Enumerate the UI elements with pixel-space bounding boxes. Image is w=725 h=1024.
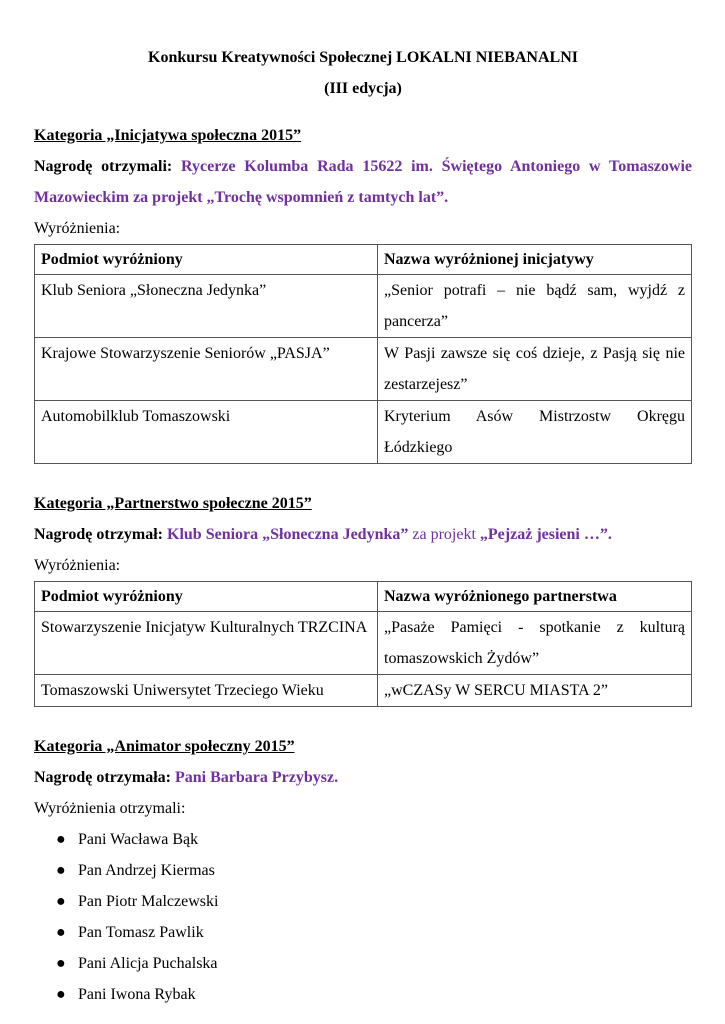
award-winner: Klub Seniora „Słoneczna Jedynka” bbox=[167, 526, 409, 543]
award-initiative bbox=[34, 151, 692, 213]
list-item bbox=[56, 948, 692, 979]
list-item-label: Pani Iwona Rybak bbox=[78, 986, 196, 1003]
bullet-icon: ● bbox=[56, 831, 66, 848]
document-edition: (III edycja) bbox=[324, 80, 402, 97]
list-item-label: Pan Andrzej Kiermas bbox=[78, 862, 215, 879]
document-page bbox=[34, 42, 692, 1010]
award-animator bbox=[34, 762, 692, 793]
bullet-icon: ● bbox=[56, 862, 66, 879]
bullet-icon: ● bbox=[56, 955, 66, 972]
category-title-partnership: Kategoria „Partnerstwo społeczne 2015” bbox=[34, 495, 312, 512]
category-title-animator: Kategoria „Animator społeczny 2015” bbox=[34, 738, 295, 755]
table-cell: Kryterium Asów Mistrzostw Okręgu Łódzkiego bbox=[378, 401, 692, 464]
list-item-label: Pan Tomasz Pawlik bbox=[78, 924, 204, 941]
distinctions-list bbox=[34, 824, 692, 1010]
list-item-label: Pani Wacława Bąk bbox=[78, 831, 199, 848]
table-header-row bbox=[35, 245, 692, 275]
list-item-label: Pan Piotr Malczewski bbox=[78, 893, 219, 910]
table-cell: Automobilklub Tomaszowski bbox=[35, 401, 378, 464]
list-item bbox=[56, 886, 692, 917]
table-cell: „Pasaże Pamięci - spotkanie z kulturą tomaszowskich Żydów” bbox=[378, 612, 692, 675]
table-header: Nazwa wyróżnionej inicjatywy bbox=[378, 245, 692, 275]
table-row bbox=[35, 401, 692, 464]
table-cell: „Senior potrafi – nie bądź sam, wyjdź z pancerza” bbox=[378, 275, 692, 338]
distinctions-label: Wyróżnienia: bbox=[34, 220, 121, 237]
bullet-icon: ● bbox=[56, 986, 66, 1003]
distinctions-label: Wyróżnienia otrzymali: bbox=[34, 800, 186, 817]
table-header: Podmiot wyróżniony bbox=[35, 245, 378, 275]
table-cell: Stowarzyszenie Inicjatyw Kulturalnych TRZCINA bbox=[35, 612, 378, 675]
table-row bbox=[35, 675, 692, 707]
award-connector: za projekt bbox=[408, 526, 480, 543]
table-row bbox=[35, 612, 692, 675]
table-cell: „wCZASy W SERCU MIASTA 2” bbox=[378, 675, 692, 707]
distinctions-table-initiative bbox=[34, 244, 692, 464]
award-project: „Pejzaż jesieni …”. bbox=[479, 526, 612, 543]
list-item bbox=[56, 917, 692, 948]
document-title: Konkursu Kreatywności Społecznej LOKALNI NIEBANALNI bbox=[148, 49, 578, 66]
list-item bbox=[56, 979, 692, 1010]
award-label: Nagrodę otrzymała: bbox=[34, 769, 171, 786]
award-partnership bbox=[34, 519, 692, 550]
award-label: Nagrodę otrzymali: bbox=[34, 158, 173, 175]
table-cell: Krajowe Stowarzyszenie Seniorów „PASJA” bbox=[35, 338, 378, 401]
table-header: Nazwa wyróżnionego partnerstwa bbox=[378, 582, 692, 612]
award-winner: Rycerze Kolumba Rada 15622 im. Świętego Antoniego w Tomaszowie Mazowieckim za projekt „Trochę wspomnień z tamtych lat”. bbox=[34, 158, 692, 206]
bullet-icon: ● bbox=[56, 924, 66, 941]
table-header-row bbox=[35, 582, 692, 612]
table-cell: Tomaszowski Uniwersytet Trzeciego Wieku bbox=[35, 675, 378, 707]
table-row bbox=[35, 275, 692, 338]
table-cell: W Pasji zawsze się coś dzieje, z Pasją się nie zestarzejesz” bbox=[378, 338, 692, 401]
table-header: Podmiot wyróżniony bbox=[35, 582, 378, 612]
category-title-initiative: Kategoria „Inicjatywa społeczna 2015” bbox=[34, 127, 302, 144]
award-label: Nagrodę otrzymał: bbox=[34, 526, 163, 543]
distinctions-label: Wyróżnienia: bbox=[34, 557, 121, 574]
distinctions-table-partnership bbox=[34, 581, 692, 707]
list-item bbox=[56, 855, 692, 886]
list-item-label: Pani Alicja Puchalska bbox=[78, 955, 218, 972]
bullet-icon: ● bbox=[56, 893, 66, 910]
table-cell: Klub Seniora „Słoneczna Jedynka” bbox=[35, 275, 378, 338]
list-item bbox=[56, 824, 692, 855]
award-winner: Pani Barbara Przybysz. bbox=[175, 769, 339, 786]
table-row bbox=[35, 338, 692, 401]
